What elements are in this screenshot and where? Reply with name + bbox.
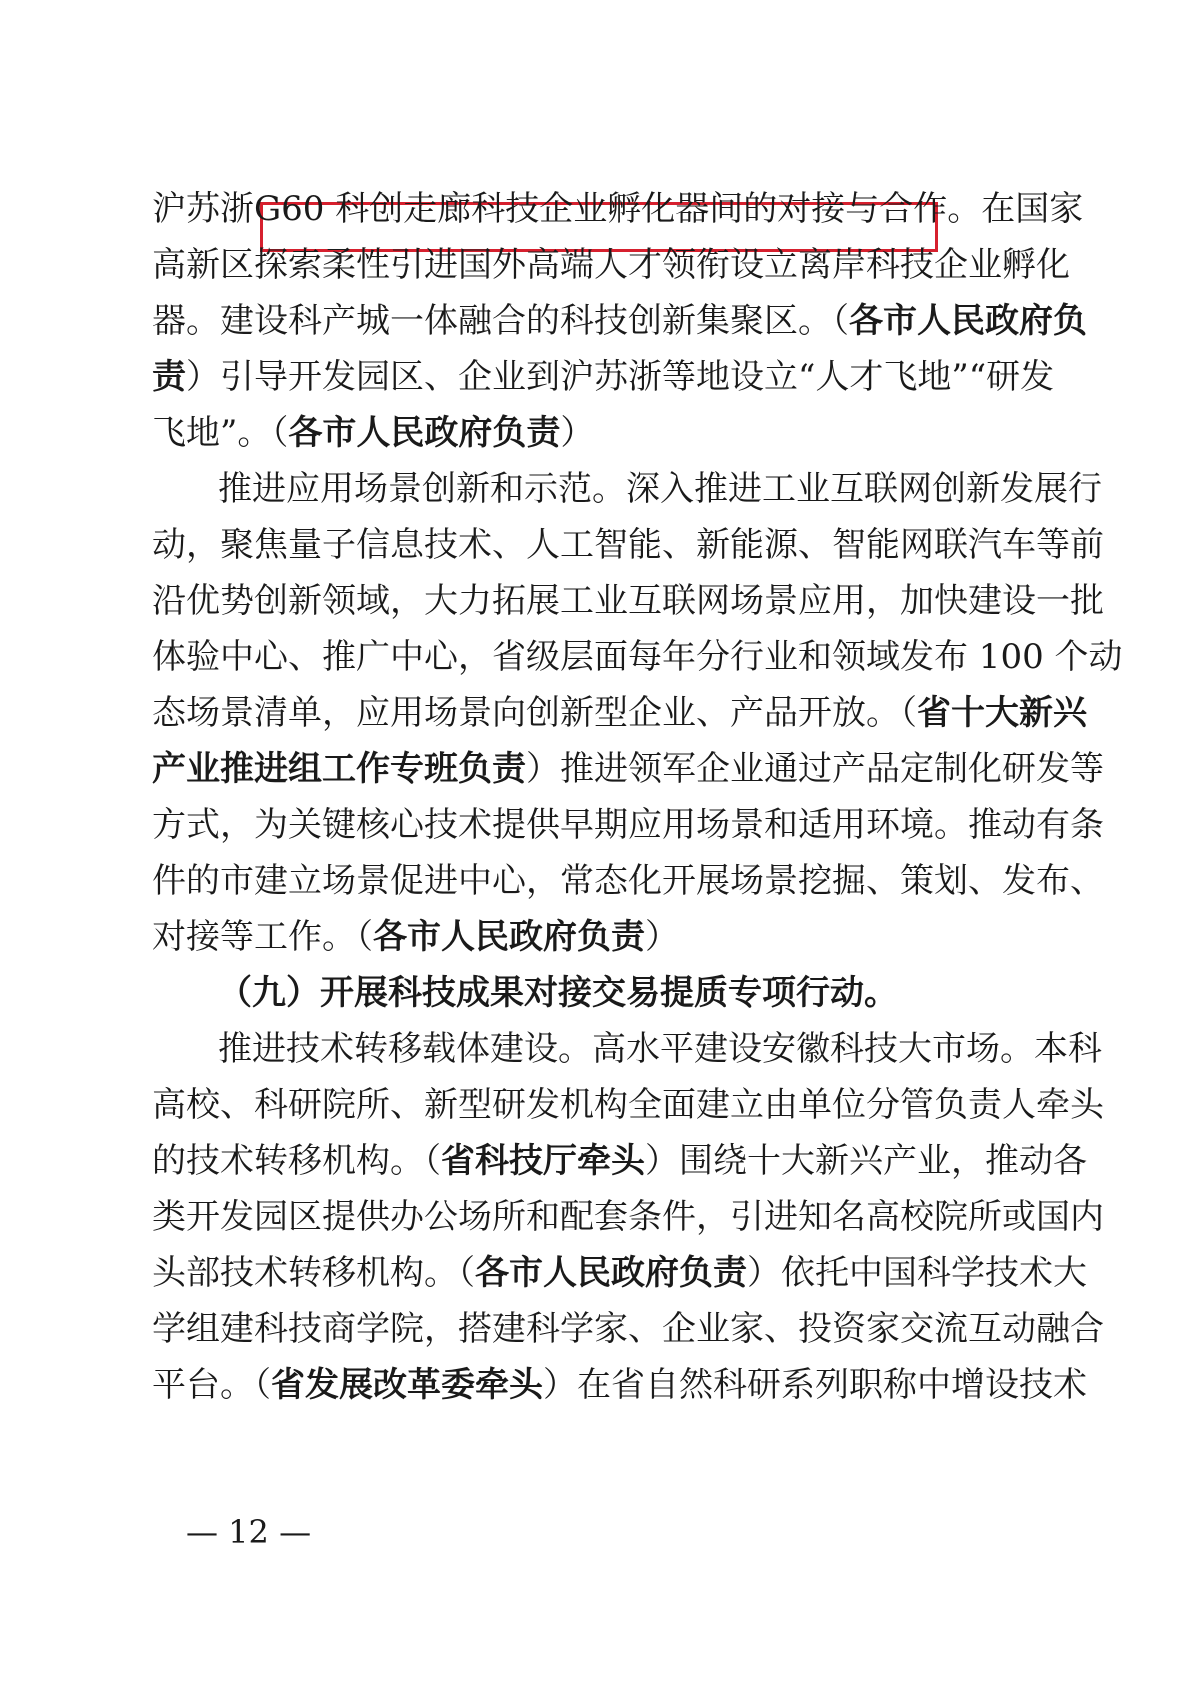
bold-text: 各市人民政府负责 — [288, 413, 561, 453]
text-line — [152, 516, 1104, 574]
text-segment: ） — [645, 917, 679, 957]
text-line — [152, 348, 1055, 406]
text-segment: ）引导开发园区、企业到沪苏浙等地设立“人才飞地”“研发 — [186, 357, 1055, 397]
page-number: — 12 — — [186, 1513, 312, 1551]
text-segment: 体验中心、推广中心，省级层面每年分行业和领域发布 100 个动 — [152, 637, 1123, 677]
text-segment: 平台。（ — [152, 1365, 271, 1405]
text-segment: 方式，为关键核心技术提供早期应用场景和适用环境。推动有条 — [152, 805, 1104, 845]
text-line — [152, 1300, 1104, 1358]
text-segment: ）在省自然科研系列职称中增设技术 — [543, 1365, 1087, 1405]
bold-text: （九）开展科技成果对接交易提质专项行动。 — [218, 973, 898, 1013]
text-line — [152, 1132, 1087, 1190]
text-segment: ）围绕十大新兴产业，推动各 — [645, 1141, 1087, 1181]
text-segment: 在国家 — [981, 189, 1084, 229]
text-segment: G60 科创走廊科技企业孵化器间的对接与合作。 — [254, 189, 982, 229]
bold-text: 省科技厅牵头 — [441, 1141, 645, 1181]
text-line — [152, 292, 1087, 350]
text-line — [152, 852, 1104, 910]
bold-text: 省十大新兴 — [917, 693, 1087, 733]
text-line — [152, 684, 1087, 742]
text-line — [218, 1020, 1102, 1078]
bold-text: 各市人民政府负责 — [373, 917, 645, 957]
text-segment: 头部技术转移机构。（ — [152, 1253, 475, 1293]
bold-text: 产业推进组工作专班负责 — [152, 749, 526, 789]
text-segment: ）依托中国科学技术大 — [747, 1253, 1087, 1293]
text-segment: ）推进领军企业通过产品定制化研发等 — [526, 749, 1104, 789]
text-segment: 高新区探索柔性引进国外高端人才领衔设立离岸科技企业孵化 — [152, 245, 1070, 285]
bold-text: 各市人民政府负责 — [475, 1253, 747, 1293]
text-segment: ） — [560, 413, 595, 453]
text-line — [152, 1244, 1087, 1302]
text-segment: 沪苏浙 — [152, 189, 254, 229]
text-segment: 推进应用场景创新和示范。深入推进工业互联网创新发展行 — [218, 469, 1102, 509]
text-line — [152, 572, 1104, 630]
text-line — [152, 908, 1052, 966]
text-segment: 动，聚焦量子信息技术、人工智能、新能源、智能网联汽车等前 — [152, 525, 1104, 565]
text-line — [152, 628, 1123, 686]
text-segment: 件的市建立场景促进中心，常态化开展场景挖掘、策划、发布、 — [152, 861, 1104, 901]
text-line — [152, 1076, 1104, 1134]
bold-text: 责 — [152, 357, 186, 397]
text-line — [218, 460, 1102, 518]
text-line — [152, 796, 1104, 854]
bold-text: 各市人民政府负 — [849, 301, 1087, 341]
text-segment: 学组建科技商学院，搭建科学家、企业家、投资家交流互动融合 — [152, 1309, 1104, 1349]
bold-text: 省发展改革委牵头 — [271, 1365, 543, 1405]
text-segment: 态场景清单，应用场景向创新型企业、产品开放。（ — [152, 693, 917, 733]
text-segment: 飞地”。（ — [152, 413, 289, 453]
text-segment: 类开发园区提供办公场所和配套条件，引进知名高校院所或国内 — [152, 1197, 1104, 1237]
text-segment: 高校、科研院所、新型研发机构全面建立由单位分管负责人牵头 — [152, 1085, 1104, 1125]
text-line — [152, 236, 1070, 294]
text-line — [152, 1188, 1104, 1246]
text-segment: 沿优势创新领域，大力拓展工业互联网场景应用，加快建设一批 — [152, 581, 1104, 621]
text-segment: 的技术转移机构。（ — [152, 1141, 441, 1181]
text-line — [218, 964, 1052, 1022]
text-line — [152, 404, 1052, 462]
text-segment: 对接等工作。（ — [152, 917, 373, 957]
text-line — [152, 180, 1084, 238]
text-line — [152, 740, 1104, 798]
text-segment: 推进技术转移载体建设。高水平建设安徽科技大市场。本科 — [218, 1029, 1102, 1069]
text-segment: 器。建设科产城一体融合的科技创新集聚区。（ — [152, 301, 849, 341]
text-line — [152, 1356, 1087, 1414]
